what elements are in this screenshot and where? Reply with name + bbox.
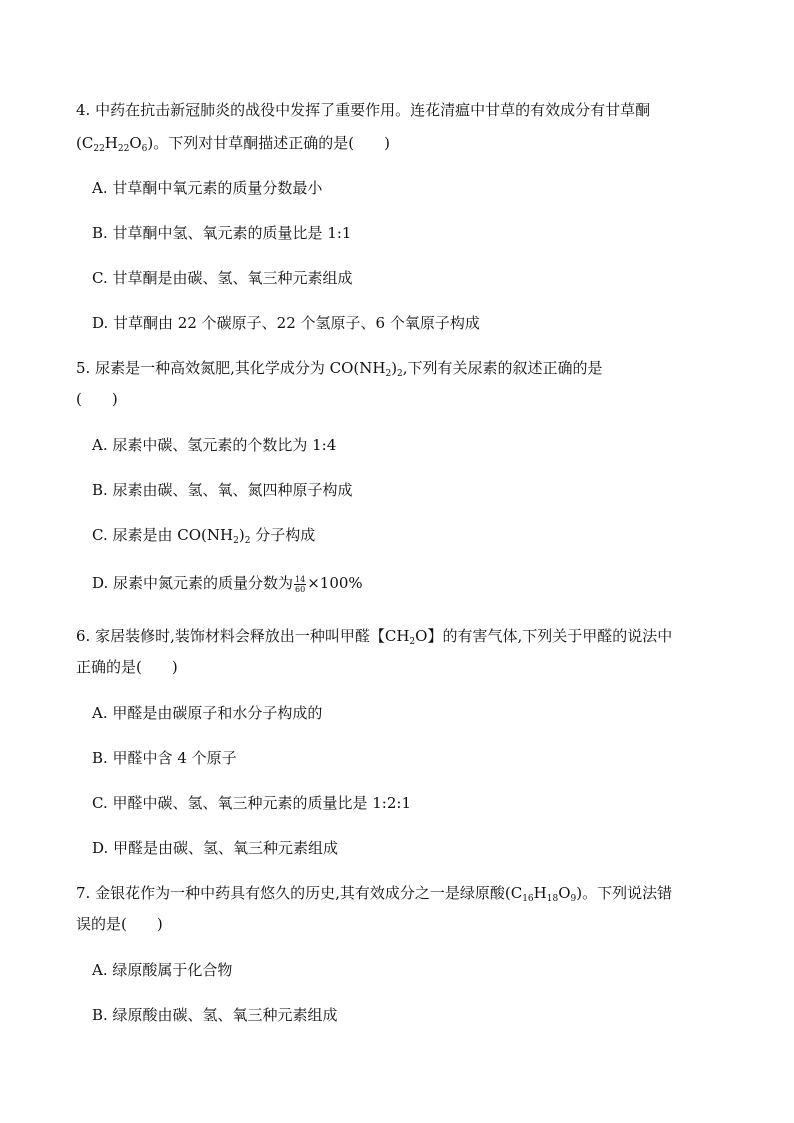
question-6-option-a: A. 甲醛是由碳原子和水分子构成的	[92, 704, 323, 722]
question-4-line-1: 4. 中药在抗击新冠肺炎的战役中发挥了重要作用。连花清瘟中甘草的有效成分有甘草酮	[76, 101, 651, 119]
fraction	[294, 575, 306, 594]
formula-subscript: 6	[141, 144, 148, 154]
question-5-answer-blank: ( )	[76, 390, 118, 408]
formula-part: O	[129, 134, 142, 152]
formula-subscript: 2	[409, 637, 416, 647]
question-4-option-a: A. 甘草酮中氧元素的质量分数最小	[92, 179, 323, 197]
formula-subscript: 18	[546, 894, 559, 904]
formula-part: O】的有害气体,下列关于甲醛的说法中	[415, 627, 673, 645]
formula-subscript: 2	[397, 369, 403, 379]
question-5-option-a: A. 尿素中碳、氢元素的个数比为 1:4	[92, 436, 337, 454]
question-4-option-b: B. 甘草酮中氢、氧元素的质量比是 1:1	[92, 224, 352, 242]
option-text: D. 尿素中氮元素的质量分数为	[92, 574, 294, 592]
question-6-option-c: C. 甲醛中碳、氢、氧三种元素的质量比是 1:2:1	[92, 794, 411, 812]
formula-part: H	[104, 134, 118, 152]
formula-part: )	[391, 359, 398, 377]
question-7-option-b: B. 绿原酸由碳、氢、氧三种元素组成	[92, 1006, 338, 1024]
question-5-option-c	[92, 525, 315, 545]
question-4-option-c: C. 甘草酮是由碳、氢、氧三种元素组成	[92, 269, 353, 287]
question-5-line-1: 5. 尿素是一种高效氮肥,其化学成分为 CO(NH	[76, 359, 386, 377]
question-6-stem	[76, 626, 672, 646]
formula-subscript: 9	[570, 894, 577, 904]
question-7-option-a: A. 绿原酸属于化合物	[92, 961, 233, 979]
formula-part: )	[238, 526, 245, 544]
formula-subscript: 16	[522, 894, 534, 904]
formula-part: H	[533, 884, 547, 902]
question-7-stem	[76, 883, 672, 903]
fraction-denominator: 60	[295, 584, 306, 594]
question-4-stem-cont	[76, 133, 390, 153]
question-4-line-2: )。下列对甘草酮描述正确的是( )	[147, 134, 390, 152]
question-4-stem	[76, 100, 650, 120]
formula-subscript: 22	[117, 144, 130, 154]
formula-part: O	[558, 884, 571, 902]
fraction-numerator: 14	[295, 574, 306, 584]
question-7-line-1: 7. 金银花作为一种中药具有悠久的历史,其有效成分之一是绿原酸(C	[76, 884, 523, 902]
question-6-stem-cont: 正确的是( )	[76, 658, 178, 676]
question-6-line-1: 6. 家居装修时,装饰材料会释放出一种叫甲醛【CH	[76, 627, 410, 645]
question-5-stem	[76, 358, 603, 378]
formula-subscript: 22	[93, 144, 105, 154]
formula-part: ,下列有关尿素的叙述正确的是	[402, 359, 603, 377]
question-4-option-d: D. 甘草酮由 22 个碳原子、22 个氢原子、6 个氧原子构成	[92, 314, 480, 332]
question-5-option-b: B. 尿素由碳、氢、氧、氮四种原子构成	[92, 481, 353, 499]
option-text: C. 尿素是由 CO(NH	[92, 526, 234, 544]
formula-subscript: 2	[385, 369, 392, 379]
option-text: 分子构成	[250, 526, 316, 544]
question-6-option-d: D. 甲醛是由碳、氢、氧三种元素组成	[92, 839, 339, 857]
question-5-option-d	[92, 573, 363, 594]
option-text: ×100%	[307, 574, 363, 592]
formula-subscript: 2	[244, 536, 251, 546]
question-6-option-b: B. 甲醛中含 4 个原子	[92, 749, 237, 767]
formula-part: )。下列说法错	[576, 884, 673, 902]
formula-part: (C	[76, 134, 94, 152]
formula-subscript: 2	[233, 536, 239, 546]
question-7-stem-cont: 误的是( )	[76, 915, 163, 933]
